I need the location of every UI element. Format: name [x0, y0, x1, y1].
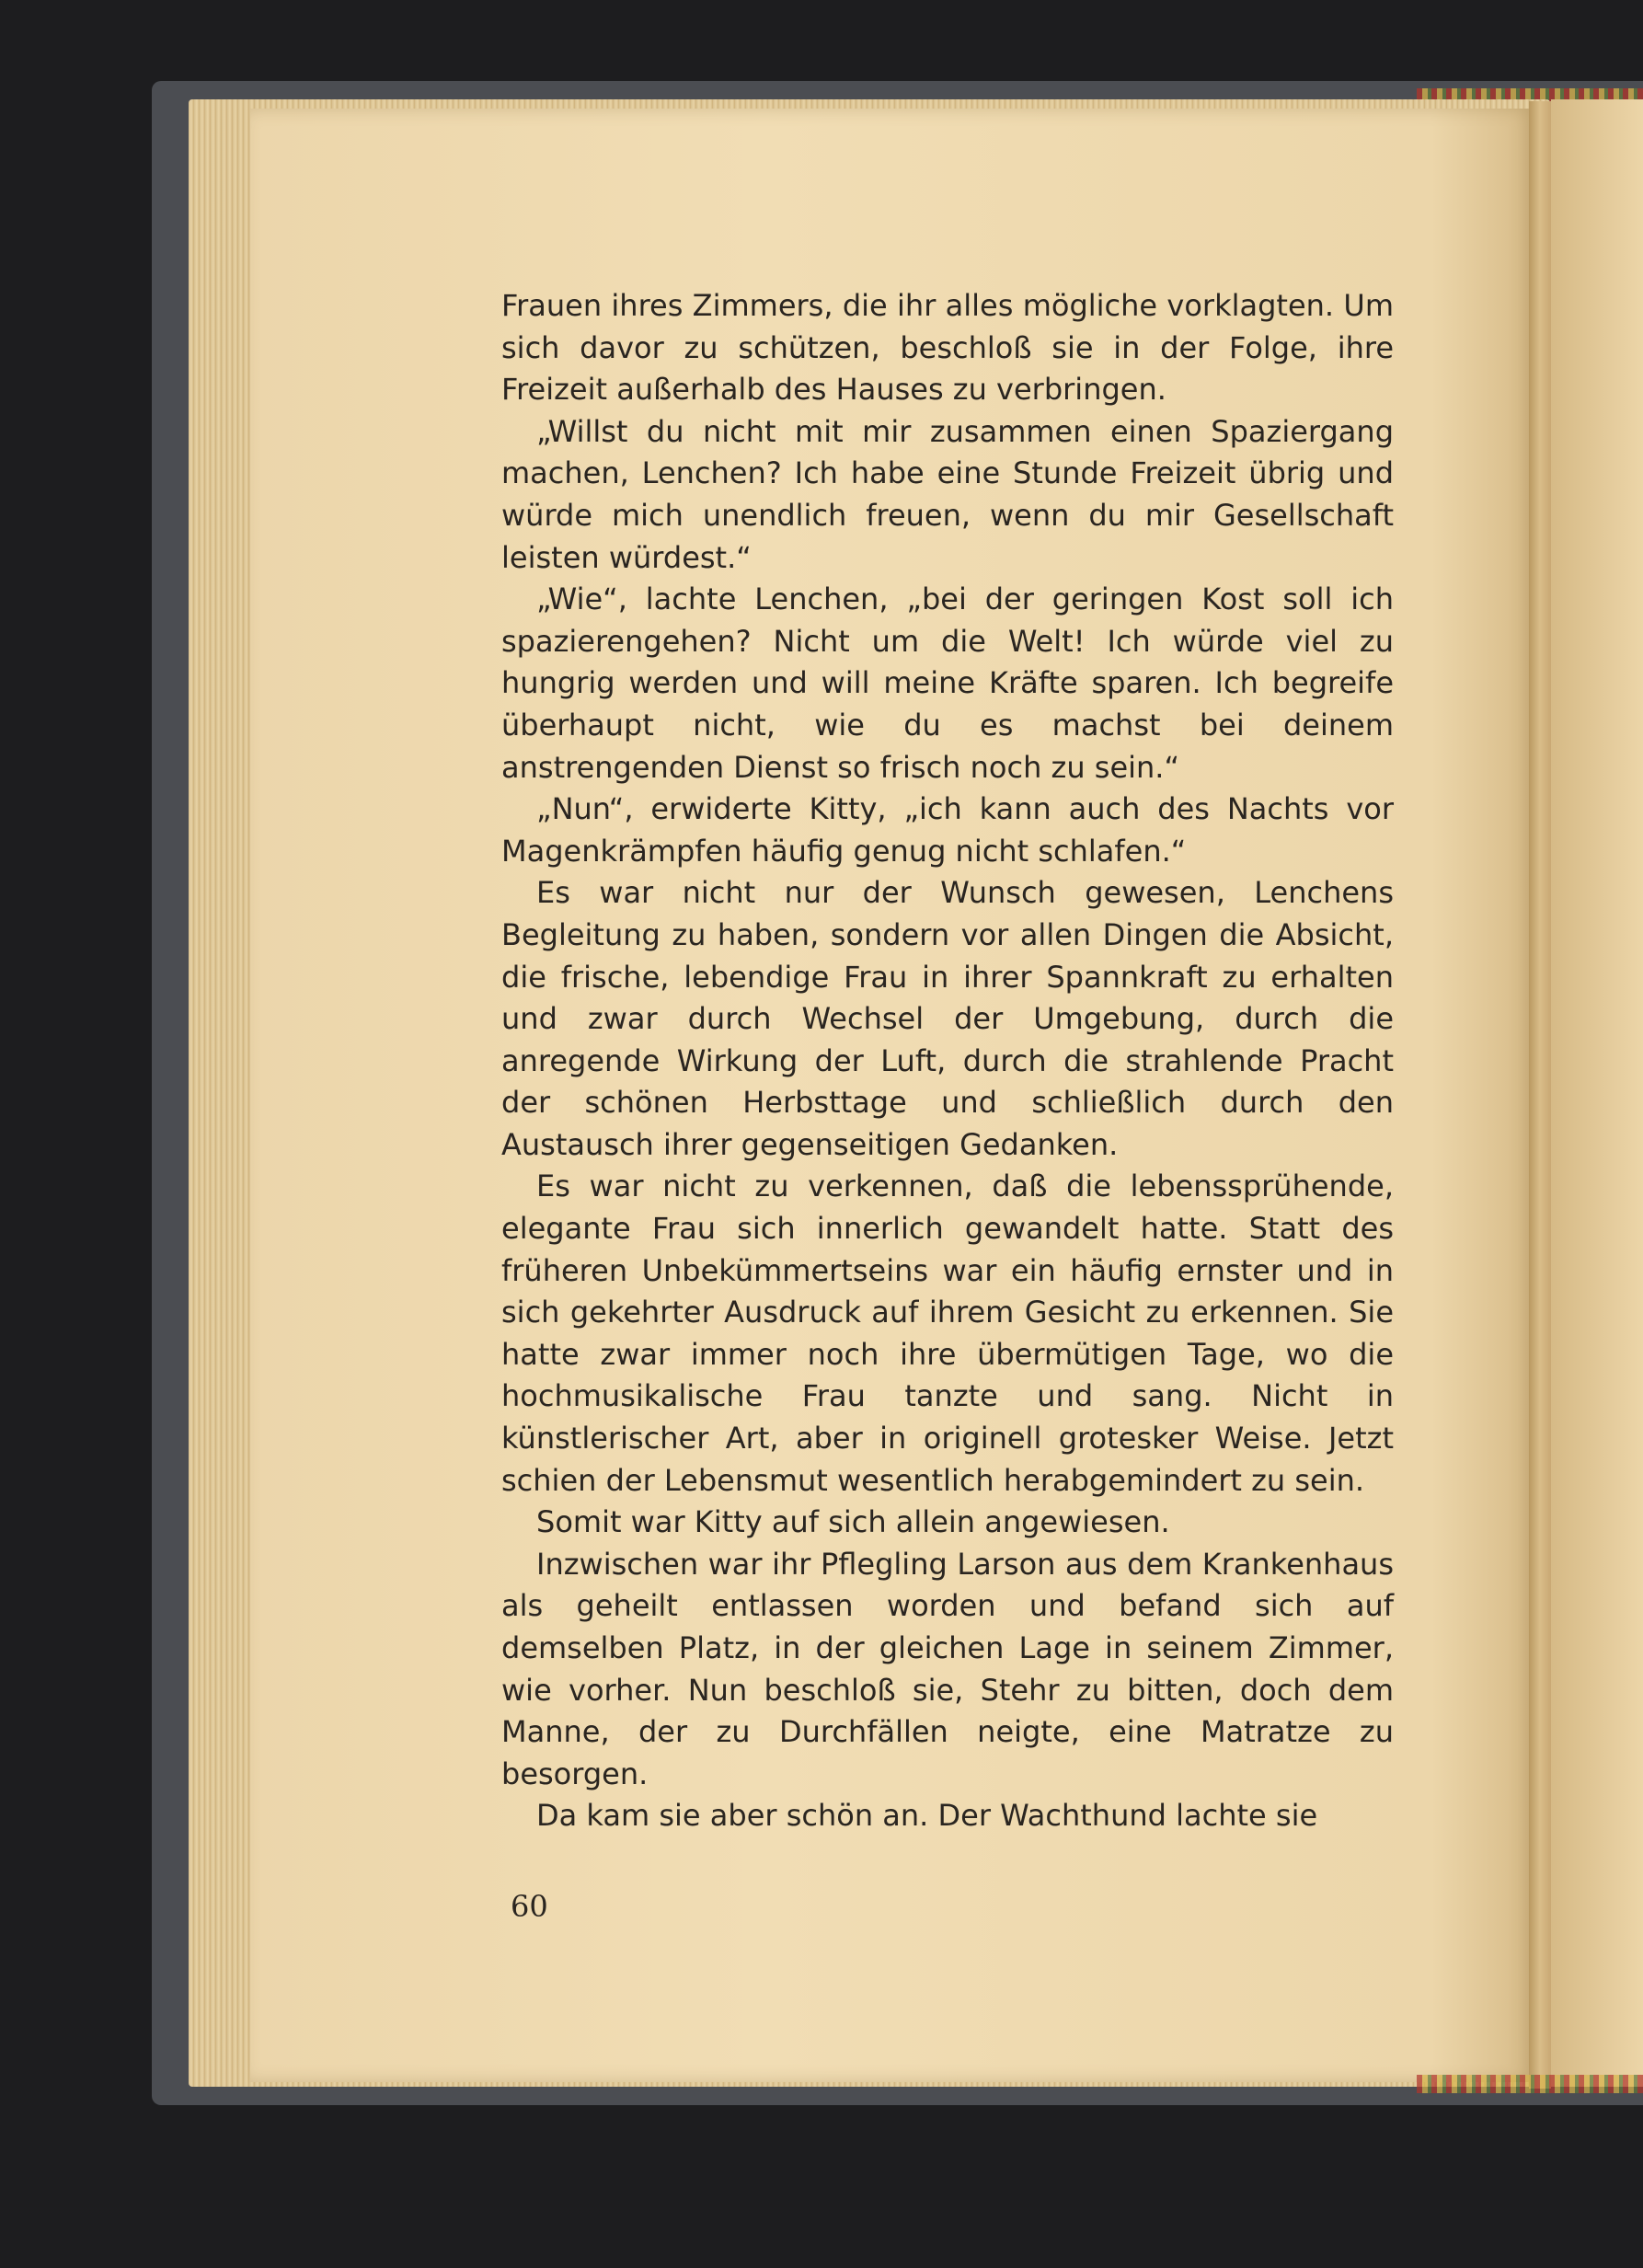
paragraph: Inzwischen war ihr Pflegling Larson aus dem Krankenhaus als geheilt entlassen worden und befand sich auf demselben Platz, in der gleichen Lage in seinem Zimmer, wie vorher. Nun beschloß sie, Stehr zu bitten, doch dem Manne, der zu Durchfällen neigte, eine Matratze zu besorgen. — [501, 1546, 1394, 1791]
paragraph: Somit war Kitty auf sich allein angewiesen. — [536, 1504, 1170, 1540]
page-number: 60 — [511, 1889, 548, 1924]
paragraph: Frauen ihres Zimmers, die ihr alles mögliche vorklagten. Um sich davor zu schützen, beschloß sie in der Folge, ihre Freizeit außerhalb des Hauses zu verbringen. — [501, 288, 1394, 408]
book-footband — [1417, 2075, 1643, 2093]
paragraph: „Wie“, lachte Lenchen, „bei der geringen Kost soll ich spazierengehen? Nicht um die Welt! Ich würde viel zu hungrig werden und will meine Kräfte sparen. Ich begreife überhaupt nicht, wie du es machst bei deinem anstrengenden Dienst so frisch noch zu sein.“ — [501, 581, 1394, 785]
paragraph: Es war nicht zu verkennen, daß die lebenssprühende, elegante Frau sich innerlich gewandelt hatte. Statt des früheren Unbekümmertseins war ein häufig ernster und in sich gekehrter Ausdruck auf ihrem Gesicht zu erkennen. Sie hatte zwar immer noch ihre übermütigen Tage, wo die hochmusikalische Frau tanzte und sang. Nicht in künstlerischer Art, aber in originell grotesker Weise. Jetzt schien der Lebensmut wesentlich herabgemindert zu sein. — [501, 1169, 1394, 1498]
paragraph: „Willst du nicht mit mir zusammen einen Spaziergang machen, Lenchen? Ich habe eine Stunde Freizeit übrig und würde mich unendlich freuen, wenn du mir Gesellschaft leisten würdest.“ — [501, 413, 1394, 575]
book-gutter — [1529, 101, 1551, 2089]
paragraph: Es war nicht nur der Wunsch gewesen, Lenchens Begleitung zu haben, sondern vor allen Dingen die Absicht, die frische, lebendige Frau in ihrer Spannkraft zu erhalten und zwar durch Wechsel der Umgebung, durch die anregende Wirkung der Luft, durch die strahlende Pracht der schönen Herbsttage und schließlich durch den Austausch ihrer gegenseitigen Gedanken. — [501, 875, 1394, 1162]
paragraph: „Nun“, erwiderte Kitty, „ich kann auch des Nachts vor Magenkrämpfen häufig genug nicht schlafen.“ — [501, 791, 1394, 869]
page-text — [501, 285, 1394, 1837]
paragraph: Da kam sie aber schön an. Der Wachthund lachte sie — [536, 1798, 1318, 1834]
facing-page-edge — [1551, 99, 1643, 2087]
